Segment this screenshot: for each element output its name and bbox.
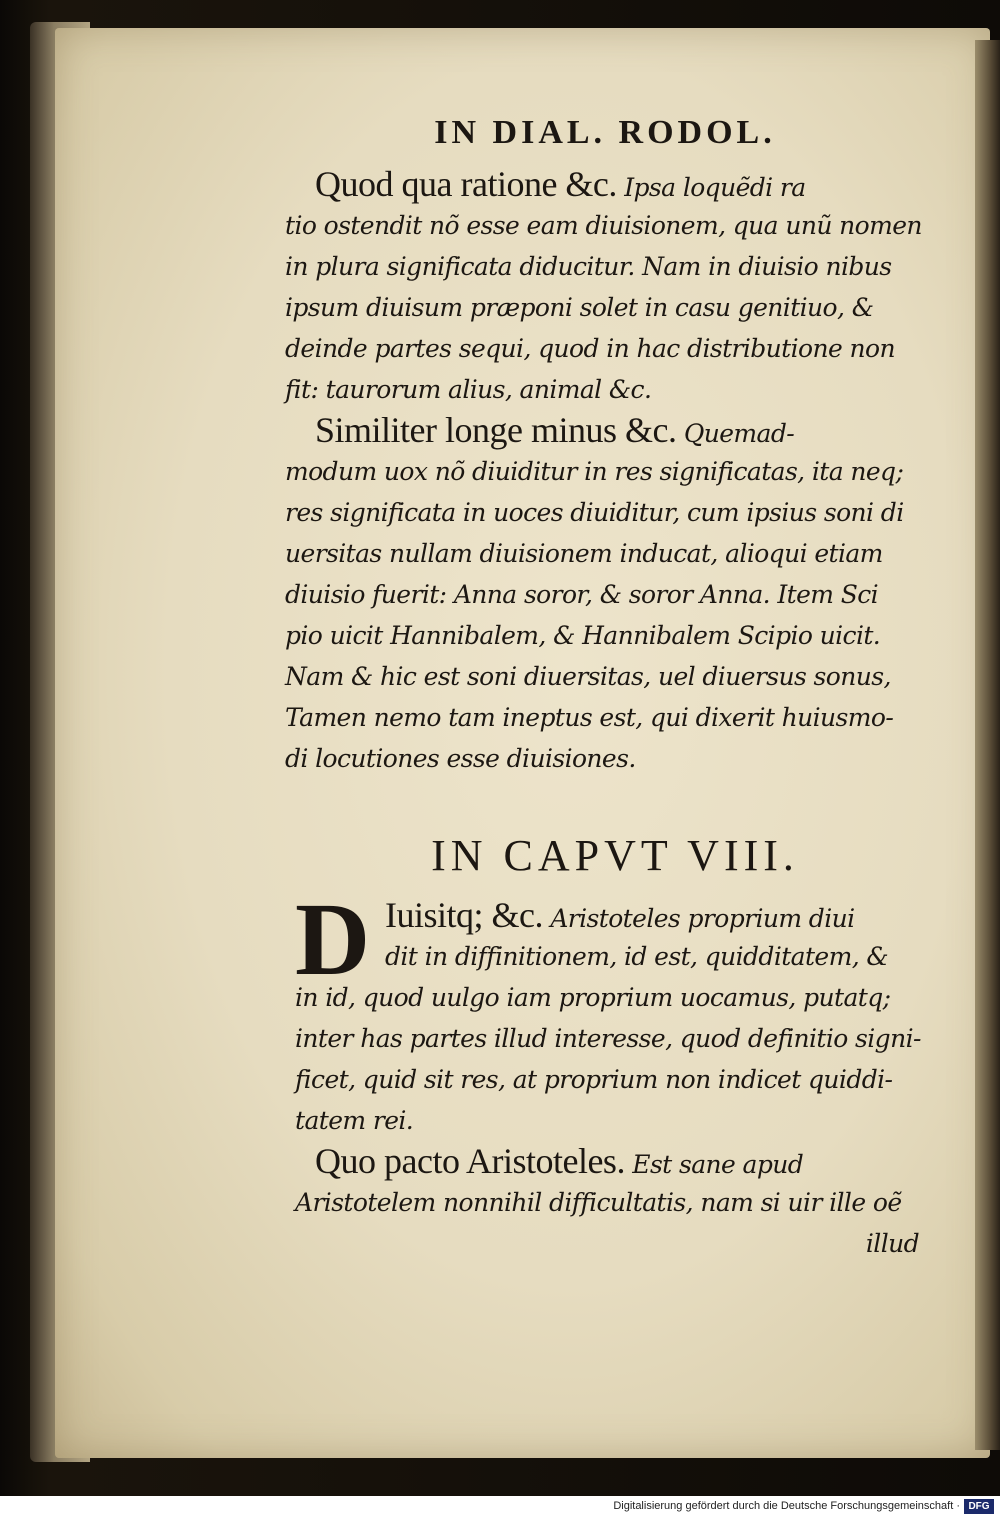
- text-line: ficet, quid sit res, at proprium non indicet quiddi-: [295, 1065, 893, 1094]
- line-text: Quemad-: [676, 419, 795, 448]
- line-text: Ipsa loquẽdi ra: [616, 173, 806, 202]
- digitization-footer: [0, 1496, 1000, 1518]
- footer-credit: Digitalisierung gefördert durch die Deutsche Forschungsgemeinschaft ·: [613, 1500, 960, 1512]
- section-3: [285, 1141, 925, 1264]
- section-1: [285, 164, 925, 410]
- lemma: Quo pacto Aristoteles.: [315, 1141, 625, 1181]
- chapter-section: [285, 882, 925, 1141]
- running-head: IN DIAL. RODOL.: [434, 114, 776, 151]
- text-line: diuisio fuerit: Anna soror, & soror Anna. Item Sci: [285, 580, 879, 609]
- lemma: Similiter longe minus &c.: [315, 410, 677, 450]
- text-line: [285, 410, 925, 451]
- page-text: [285, 108, 925, 1264]
- text-line: pio uicit Hannibalem, & Hannibalem Scipio uicit.: [285, 621, 881, 650]
- page-right-edge: [975, 40, 1000, 1450]
- text-line: fit: taurorum alius, animal &c.: [285, 375, 652, 404]
- section-2: [285, 410, 925, 779]
- text-line: [285, 1141, 925, 1182]
- text-line: deinde partes sequi, quod in hac distributione non: [285, 334, 895, 363]
- drop-cap-initial: D: [295, 882, 371, 997]
- line-text: Aristoteles proprium diui: [543, 904, 855, 933]
- text-line: di locutiones esse diuisiones.: [285, 744, 636, 773]
- text-line: in id, quod uulgo iam proprium uocamus, putatq;: [295, 983, 891, 1012]
- text-line: uersitas nullam diuisionem inducat, alioqui etiam: [285, 539, 883, 568]
- lemma: Iuisitq; &c.: [385, 895, 543, 935]
- text-line: Nam & hic est soni diuersitas, uel diuersus sonus,: [285, 662, 891, 691]
- line-text: Est sane apud: [624, 1150, 804, 1179]
- text-line: modum uox nõ diuiditur in res significatas, ita neq;: [285, 457, 904, 486]
- chapter-title: IN CAPVT VIII.: [431, 831, 799, 880]
- dfg-logo: DFG: [964, 1499, 994, 1514]
- text-line: tatem rei.: [295, 1106, 414, 1135]
- text-line: Tamen nemo tam ineptus est, qui dixerit huiusmo-: [285, 703, 894, 732]
- text-line: [285, 895, 925, 936]
- text-line: ipsum diuisum præponi solet in casu genitiuo, &: [285, 293, 874, 322]
- text-line: [285, 164, 925, 205]
- text-line: Aristotelem nonnihil difficultatis, nam si uir ille oẽ: [295, 1188, 902, 1217]
- lemma: Quod qua ratione &c.: [315, 164, 617, 204]
- text-line: tio ostendit nõ esse eam diuisionem, qua unũ nomen: [285, 211, 922, 240]
- catchword: illud: [865, 1229, 919, 1258]
- text-line: inter has partes illud interesse, quod definitio signi-: [295, 1024, 921, 1053]
- text-line: res significata in uoces diuiditur, cum ipsius soni di: [285, 498, 904, 527]
- text-line: dit in diffinitionem, id est, quidditatem, &: [385, 942, 889, 971]
- text-line: in plura significata diducitur. Nam in diuisio nibus: [285, 252, 892, 281]
